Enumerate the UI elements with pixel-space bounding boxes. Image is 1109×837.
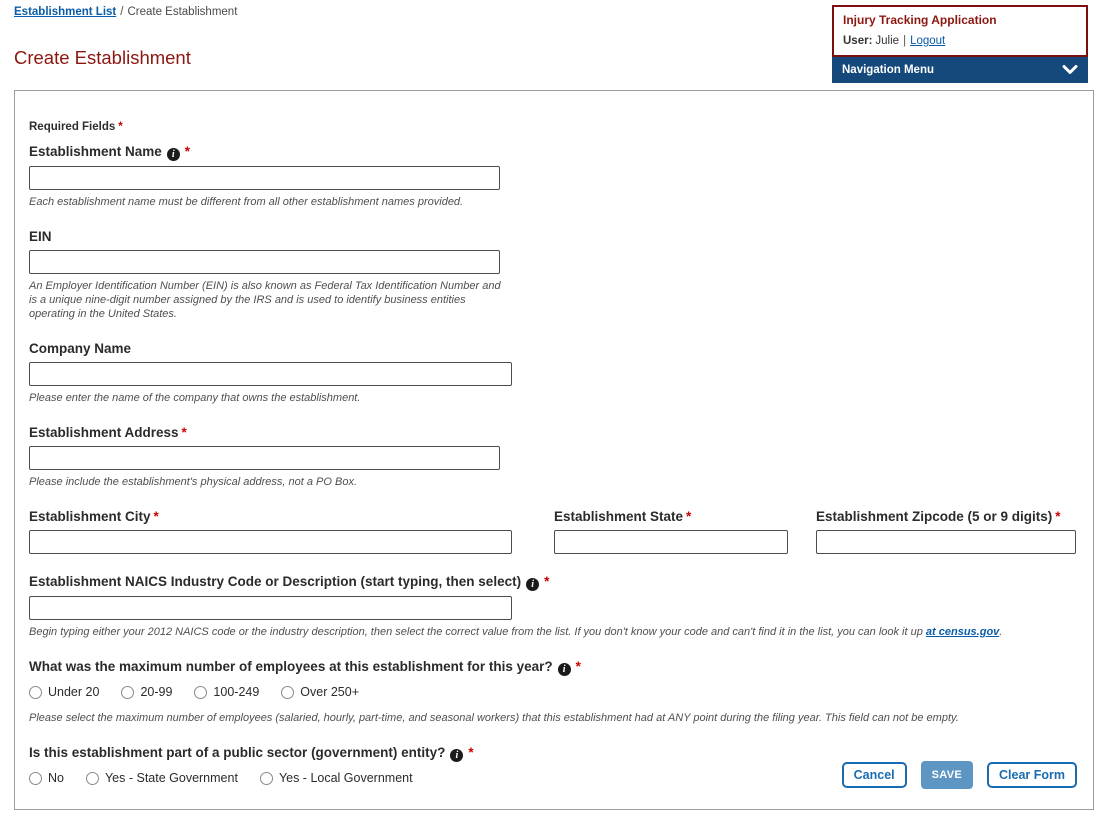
naics-help-text: Begin typing either your 2012 NAICS code or the industry description, then select the correct value from the list. If you don't know your code and can't find it in the list, you can look it up xyxy=(29,626,926,638)
radio-yes-local-government-label: Yes - Local Government xyxy=(278,771,413,785)
census-gov-link[interactable]: at census.gov xyxy=(925,626,1000,638)
radio-button-icon xyxy=(260,772,273,785)
city-state-zip-row xyxy=(29,508,1079,554)
create-establishment-form xyxy=(14,90,1094,810)
required-marker: * xyxy=(181,425,187,440)
info-icon[interactable] xyxy=(450,749,463,762)
logout-link[interactable]: Logout xyxy=(910,35,946,47)
page-title: Create Establishment xyxy=(14,47,191,68)
naics-help-period: . xyxy=(999,626,1003,638)
establishment-state-input[interactable] xyxy=(554,530,788,554)
establishment-address-input[interactable] xyxy=(29,446,500,470)
radio-100-249[interactable] xyxy=(194,685,259,699)
navigation-menu-toggle[interactable] xyxy=(832,57,1088,83)
naics-help xyxy=(29,625,1079,639)
establishment-name-group xyxy=(29,143,1079,209)
establishment-name-input[interactable] xyxy=(29,166,500,190)
establishment-zipcode-group xyxy=(816,508,1076,554)
establishment-name-label-text: Establishment Name xyxy=(29,144,162,159)
radio-over-250-label: Over 250+ xyxy=(300,685,360,699)
clear-form-button[interactable]: Clear Form xyxy=(987,762,1077,788)
required-fields-note xyxy=(29,121,1079,133)
public-sector-label-text: Is this establishment part of a public sector (government) entity? xyxy=(29,745,446,760)
max-employees-help: Please select the maximum number of employees (salaried, hourly, part-time, and seasonal workers) that this establishment had at ANY point during the filing year. This field can not be empty. xyxy=(29,712,959,724)
max-employees-group xyxy=(29,658,1079,725)
ein-input[interactable] xyxy=(29,250,500,274)
public-sector-label xyxy=(29,744,1079,762)
establishment-city-input[interactable] xyxy=(29,530,512,554)
naics-group xyxy=(29,573,1079,639)
user-label: User: xyxy=(843,35,873,47)
breadcrumb-establishment-list-link[interactable]: Establishment List xyxy=(14,6,117,18)
user-name: Julie xyxy=(875,35,900,47)
breadcrumb-current-page: Create Establishment xyxy=(127,6,238,18)
user-info xyxy=(843,35,1077,47)
required-marker: * xyxy=(153,509,159,524)
establishment-zipcode-label xyxy=(816,508,1076,525)
ein-label: EIN xyxy=(29,229,52,244)
establishment-name-help: Each establishment name must be different from all other establishment names provided. xyxy=(29,196,464,208)
required-marker: * xyxy=(184,144,191,159)
establishment-state-group xyxy=(554,508,788,554)
radio-yes-state-government-label: Yes - State Government xyxy=(104,771,238,785)
required-marker: * xyxy=(118,121,123,133)
radio-under-20-label: Under 20 xyxy=(48,685,100,699)
required-marker: * xyxy=(1055,509,1061,524)
radio-over-250[interactable] xyxy=(281,685,359,699)
company-name-label: Company Name xyxy=(29,341,132,356)
form-buttons xyxy=(842,761,1077,789)
app-title: Injury Tracking Application xyxy=(843,13,997,27)
required-marker: * xyxy=(575,659,581,674)
required-marker: * xyxy=(686,509,692,524)
user-separator: | xyxy=(903,35,907,47)
breadcrumb-separator: / xyxy=(120,6,124,18)
establishment-address-label xyxy=(29,424,1079,441)
company-name-input[interactable] xyxy=(29,362,512,386)
establishment-city-label xyxy=(29,508,512,525)
cancel-button[interactable]: Cancel xyxy=(842,762,907,788)
required-fields-label: Required Fields xyxy=(29,121,116,133)
required-marker: * xyxy=(468,745,474,760)
info-icon[interactable] xyxy=(526,578,539,591)
company-name-help: Please enter the name of the company that owns the establishment. xyxy=(29,392,361,404)
naics-label-text: Establishment NAICS Industry Code or Description (start typing, then select) xyxy=(29,574,522,589)
radio-under-20[interactable] xyxy=(29,685,99,699)
establishment-name-label xyxy=(29,143,1079,161)
max-employees-label-text: What was the maximum number of employees at this establishment for this year? xyxy=(29,659,553,674)
info-icon[interactable] xyxy=(558,663,571,676)
establishment-zipcode-input[interactable] xyxy=(816,530,1076,554)
radio-yes-state-government[interactable] xyxy=(86,771,238,785)
radio-button-icon xyxy=(29,686,42,699)
radio-no-label: No xyxy=(48,771,64,785)
required-marker: * xyxy=(544,574,550,589)
app-header-box xyxy=(832,5,1088,83)
ein-group xyxy=(29,228,1079,321)
establishment-city-group xyxy=(29,508,512,554)
chevron-down-icon xyxy=(1062,65,1078,75)
app-header-top xyxy=(832,5,1088,57)
naics-input[interactable] xyxy=(29,596,512,620)
breadcrumb xyxy=(14,6,237,18)
radio-button-icon xyxy=(121,686,134,699)
radio-yes-local-government[interactable] xyxy=(260,771,413,785)
max-employees-label xyxy=(29,658,1079,676)
radio-20-99[interactable] xyxy=(121,685,172,699)
max-employees-radio-group xyxy=(29,685,1079,699)
establishment-state-label xyxy=(554,508,788,525)
radio-no[interactable] xyxy=(29,771,64,785)
radio-20-99-label: 20-99 xyxy=(140,685,173,699)
info-icon[interactable] xyxy=(167,148,180,161)
radio-button-icon xyxy=(194,686,207,699)
ein-help: An Employer Identification Number (EIN) is also known as Federal Tax Identification Number and is a unique nine-digit number assigned by the IRS and is used to identify business entities operating in the United States. xyxy=(29,280,501,320)
establishment-address-label-text: Establishment Address xyxy=(29,425,179,440)
company-name-group xyxy=(29,340,1079,405)
naics-label xyxy=(29,573,1079,591)
establishment-address-help: Please include the establishment's physical address, not a PO Box. xyxy=(29,476,358,488)
radio-button-icon xyxy=(86,772,99,785)
radio-100-249-label: 100-249 xyxy=(213,685,260,699)
navigation-menu-label: Navigation Menu xyxy=(842,64,935,76)
radio-button-icon xyxy=(281,686,294,699)
establishment-city-label-text: Establishment City xyxy=(29,509,151,524)
establishment-address-group xyxy=(29,424,1079,489)
establishment-zipcode-label-text: Establishment Zipcode (5 or 9 digits) xyxy=(816,509,1053,524)
establishment-state-label-text: Establishment State xyxy=(554,509,684,524)
radio-button-icon xyxy=(29,772,42,785)
save-button[interactable]: SAVE xyxy=(921,761,973,789)
